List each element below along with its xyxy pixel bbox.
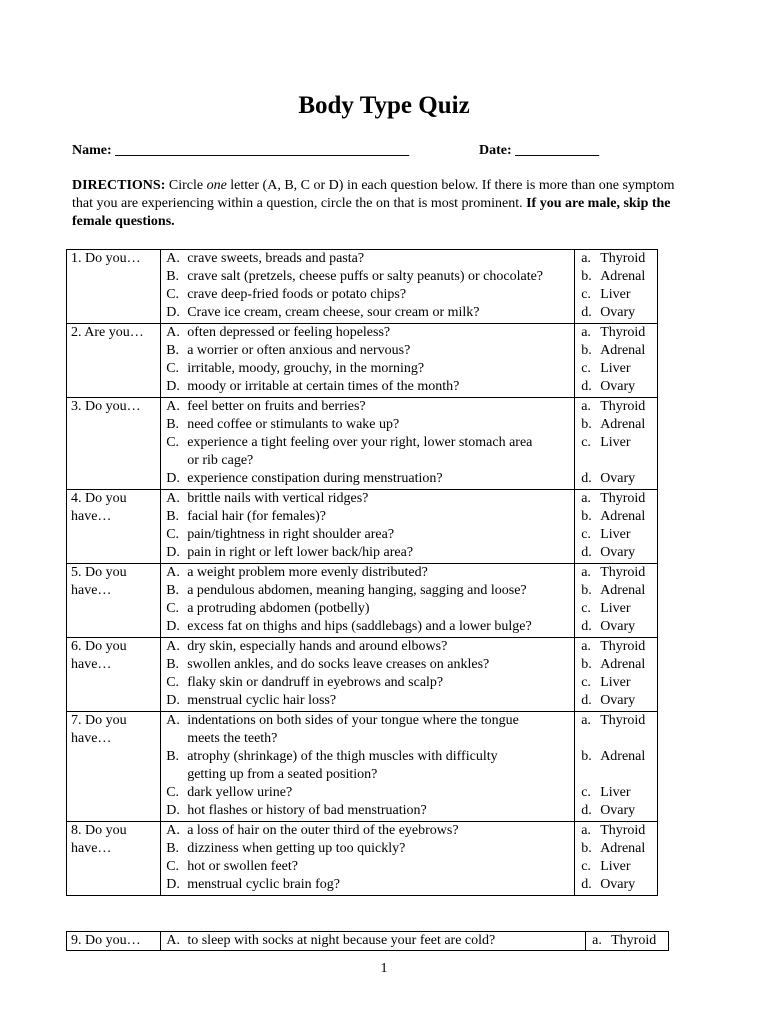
- date-label: Date:: [479, 143, 512, 158]
- gland-label: a. Thyroid: [581, 823, 646, 838]
- option-text: a worrier or often anxious and nervous?: [187, 343, 411, 358]
- question-row: [67, 638, 658, 712]
- answer-options: [161, 822, 575, 896]
- date-field: [479, 143, 599, 159]
- answer-option[interactable]: [161, 618, 574, 636]
- answer-option[interactable]: [161, 858, 574, 876]
- option-letter: A.: [166, 823, 180, 838]
- directions-male-note: If you are male, skip the female questions.: [72, 196, 671, 229]
- question-label: 4. Do you have…: [67, 490, 161, 564]
- gland-label: b. Adrenal: [581, 417, 646, 432]
- option-letter: D.: [166, 545, 180, 560]
- answer-option[interactable]: [161, 544, 574, 562]
- question-row: [67, 712, 658, 822]
- page-number: 1: [380, 961, 388, 976]
- gland-label: a. Thyroid: [581, 713, 646, 728]
- option-letter: B.: [166, 749, 180, 764]
- gland-label: c. Liver: [581, 435, 631, 450]
- option-letter: A.: [166, 399, 180, 414]
- option-letter: C.: [166, 859, 180, 874]
- option-text: dark yellow urine?: [187, 785, 293, 800]
- option-text: feel better on fruits and berries?: [187, 399, 366, 414]
- option-letter: D.: [166, 803, 180, 818]
- answer-option[interactable]: [161, 656, 574, 674]
- option-text: excess fat on thighs and hips (saddlebags) and a lower bulge?: [187, 619, 532, 634]
- option-letter: B.: [166, 269, 180, 284]
- option-text: pain/tightness in right shoulder area?: [187, 527, 395, 542]
- option-text: experience constipation during menstruation?: [187, 471, 443, 486]
- question-row: [67, 490, 658, 564]
- answer-option[interactable]: [161, 784, 574, 802]
- option-letter: D.: [166, 619, 180, 634]
- answer-option[interactable]: [161, 802, 574, 820]
- gland-column: [575, 564, 658, 638]
- option-text: hot flashes or history of bad menstruation?: [187, 803, 427, 818]
- option-text: need coffee or stimulants to wake up?: [187, 417, 400, 432]
- answer-option[interactable]: [161, 434, 574, 470]
- answer-option[interactable]: [161, 840, 574, 858]
- answer-option[interactable]: [161, 268, 574, 286]
- answer-option[interactable]: [161, 250, 574, 268]
- answer-option[interactable]: [161, 712, 574, 748]
- gland-label: d. Ovary: [581, 379, 636, 394]
- answer-options: [161, 398, 575, 490]
- answer-option[interactable]: [161, 378, 574, 396]
- gland-label: c. Liver: [581, 601, 631, 616]
- option-text: irritable, moody, grouchy, in the morning?: [187, 361, 425, 376]
- gland-column: [575, 324, 658, 398]
- option-letter: C.: [166, 361, 180, 376]
- question-label: 2. Are you…: [67, 324, 161, 398]
- answer-option[interactable]: [161, 398, 574, 416]
- gland-label: c. Liver: [581, 527, 631, 542]
- question-row: [67, 932, 669, 951]
- option-text: swollen ankles, and do socks leave creases on ankles?: [187, 657, 490, 672]
- option-letter: C.: [166, 785, 180, 800]
- option-text: experience a tight feeling over your right, lower stomach area or rib cage?: [187, 435, 533, 468]
- answer-option[interactable]: [161, 526, 574, 544]
- option-text: dizziness when getting up too quickly?: [187, 841, 406, 856]
- answer-option[interactable]: [161, 674, 574, 692]
- page-title: Body Type Quiz: [298, 92, 470, 119]
- option-text: hot or swollen feet?: [187, 859, 298, 874]
- option-text: facial hair (for females)?: [187, 509, 326, 524]
- gland-label: d. Ovary: [581, 545, 636, 560]
- option-letter: A.: [166, 491, 180, 506]
- question-label: 8. Do you have…: [67, 822, 161, 896]
- question-row: [67, 324, 658, 398]
- answer-option[interactable]: [161, 600, 574, 618]
- question-label: 1. Do you…: [67, 250, 161, 324]
- answer-option[interactable]: [161, 304, 574, 322]
- gland-label: d. Ovary: [581, 619, 636, 634]
- option-text: pain in right or left lower back/hip area?: [187, 545, 414, 560]
- gland-label: d. Ovary: [581, 471, 636, 486]
- gland-label: c. Liver: [581, 859, 631, 874]
- answer-option[interactable]: [161, 932, 585, 950]
- answer-option[interactable]: [161, 286, 574, 304]
- option-text: moody or irritable at certain times of the month?: [187, 379, 460, 394]
- option-letter: A.: [166, 639, 180, 654]
- answer-option[interactable]: [161, 360, 574, 378]
- question-row: [67, 398, 658, 490]
- answer-option[interactable]: [161, 324, 574, 342]
- gland-label: d. Ovary: [581, 693, 636, 708]
- question-label: 6. Do you have…: [67, 638, 161, 712]
- option-text: dry skin, especially hands and around elbows?: [187, 639, 448, 654]
- question-row: [67, 564, 658, 638]
- answer-option[interactable]: [161, 564, 574, 582]
- answer-options: [161, 250, 575, 324]
- option-text: often depressed or feeling hopeless?: [187, 325, 391, 340]
- option-letter: A.: [166, 713, 180, 728]
- option-text: a weight problem more evenly distributed?: [187, 565, 428, 580]
- question-label: 9. Do you…: [67, 932, 161, 951]
- directions-emphasis: one: [206, 178, 227, 193]
- gland-label: b. Adrenal: [581, 583, 646, 598]
- option-letter: B.: [166, 343, 180, 358]
- directions-label: DIRECTIONS:: [72, 178, 166, 193]
- gland-label: b. Adrenal: [581, 841, 646, 856]
- option-letter: C.: [166, 601, 180, 616]
- gland-label: c. Liver: [581, 361, 631, 376]
- option-text: atrophy (shrinkage) of the thigh muscles with difficulty getting up from a seated position?: [187, 749, 498, 782]
- option-text: a pendulous abdomen, meaning hanging, sagging and loose?: [187, 583, 527, 598]
- gland-label: a. Thyroid: [581, 399, 646, 414]
- option-letter: B.: [166, 583, 180, 598]
- gland-label: b. Adrenal: [581, 269, 646, 284]
- option-letter: D.: [166, 305, 180, 320]
- answer-options: [161, 564, 575, 638]
- answer-option[interactable]: [161, 416, 574, 434]
- gland-label: b. Adrenal: [581, 749, 646, 764]
- option-text: crave deep-fried foods or potato chips?: [187, 287, 407, 302]
- answer-option[interactable]: [161, 490, 574, 508]
- option-letter: C.: [166, 527, 180, 542]
- date-blank: ____________: [515, 143, 600, 158]
- question-label: 3. Do you…: [67, 398, 161, 490]
- option-text: menstrual cyclic hair loss?: [187, 693, 337, 708]
- option-letter: A.: [166, 251, 180, 266]
- gland-label: a. Thyroid: [592, 933, 657, 948]
- gland-label: a. Thyroid: [581, 565, 646, 580]
- option-letter: C.: [166, 675, 180, 690]
- gland-column: [575, 250, 658, 324]
- option-letter: D.: [166, 471, 180, 486]
- option-text: a loss of hair on the outer third of the eyebrows?: [187, 823, 459, 838]
- answer-option[interactable]: [161, 470, 574, 488]
- answer-options: [161, 324, 575, 398]
- option-text: menstrual cyclic brain fog?: [187, 877, 340, 892]
- option-text: crave sweets, breads and pasta?: [187, 251, 365, 266]
- gland-column: [575, 490, 658, 564]
- gland-label: a. Thyroid: [581, 325, 646, 340]
- answer-option[interactable]: [161, 822, 574, 840]
- gland-label: d. Ovary: [581, 305, 636, 320]
- answer-options: [161, 490, 575, 564]
- option-letter: B.: [166, 657, 180, 672]
- gland-label: c. Liver: [581, 675, 631, 690]
- gland-label: a. Thyroid: [581, 491, 646, 506]
- gland-column: [575, 638, 658, 712]
- gland-column: [575, 822, 658, 896]
- answer-option[interactable]: [161, 876, 574, 894]
- option-text: Crave ice cream, cream cheese, sour cream or milk?: [187, 305, 480, 320]
- option-letter: C.: [166, 435, 180, 450]
- answer-option[interactable]: [161, 582, 574, 600]
- gland-label: d. Ovary: [581, 877, 636, 892]
- option-text: brittle nails with vertical ridges?: [187, 491, 369, 506]
- name-blank: __________________________________________: [115, 143, 410, 158]
- gland-label: b. Adrenal: [581, 509, 646, 524]
- option-letter: A.: [166, 325, 180, 340]
- question-label: 5. Do you have…: [67, 564, 161, 638]
- option-text: flaky skin or dandruff in eyebrows and scalp?: [187, 675, 444, 690]
- name-label: Name:: [72, 143, 112, 158]
- gland-label: b. Adrenal: [581, 657, 646, 672]
- answer-options: [161, 638, 575, 712]
- answer-option[interactable]: [161, 748, 574, 784]
- option-letter: A.: [166, 933, 180, 948]
- gland-column: [586, 932, 669, 951]
- gland-column: [575, 398, 658, 490]
- option-letter: D.: [166, 379, 180, 394]
- option-letter: B.: [166, 841, 180, 856]
- directions: DIRECTIONS: Circle one letter (A, B, C or D) in each question below. If there is more than one symptom that you are experiencing within a question, circle the on that is most prominent. If you are male, skip the female questions.: [72, 178, 675, 229]
- answer-options: [161, 932, 586, 951]
- gland-label: b. Adrenal: [581, 343, 646, 358]
- option-text: to sleep with socks at night because your feet are cold?: [187, 933, 496, 948]
- quiz-table: [66, 249, 658, 896]
- option-letter: D.: [166, 877, 180, 892]
- gland-label: d. Ovary: [581, 803, 636, 818]
- gland-label: c. Liver: [581, 287, 631, 302]
- question-label: 7. Do you have…: [67, 712, 161, 822]
- question-row: [67, 250, 658, 324]
- answer-option[interactable]: [161, 638, 574, 656]
- gland-label: a. Thyroid: [581, 251, 646, 266]
- option-letter: A.: [166, 565, 180, 580]
- gland-label: c. Liver: [581, 785, 631, 800]
- option-letter: B.: [166, 417, 180, 432]
- question-row: [67, 822, 658, 896]
- answer-option[interactable]: [161, 508, 574, 526]
- answer-options: [161, 712, 575, 822]
- option-letter: B.: [166, 509, 180, 524]
- gland-column: [575, 712, 658, 822]
- option-text: indentations on both sides of your tongue where the tongue meets the teeth?: [187, 713, 519, 746]
- name-date-line: [72, 143, 692, 159]
- option-text: a protruding abdomen (potbelly): [187, 601, 370, 616]
- gland-label: a. Thyroid: [581, 639, 646, 654]
- answer-option[interactable]: [161, 692, 574, 710]
- option-text: crave salt (pretzels, cheese puffs or salty peanuts) or chocolate?: [187, 269, 544, 284]
- quiz-table-continued: [66, 931, 669, 951]
- option-letter: D.: [166, 693, 180, 708]
- option-letter: C.: [166, 287, 180, 302]
- answer-option[interactable]: [161, 342, 574, 360]
